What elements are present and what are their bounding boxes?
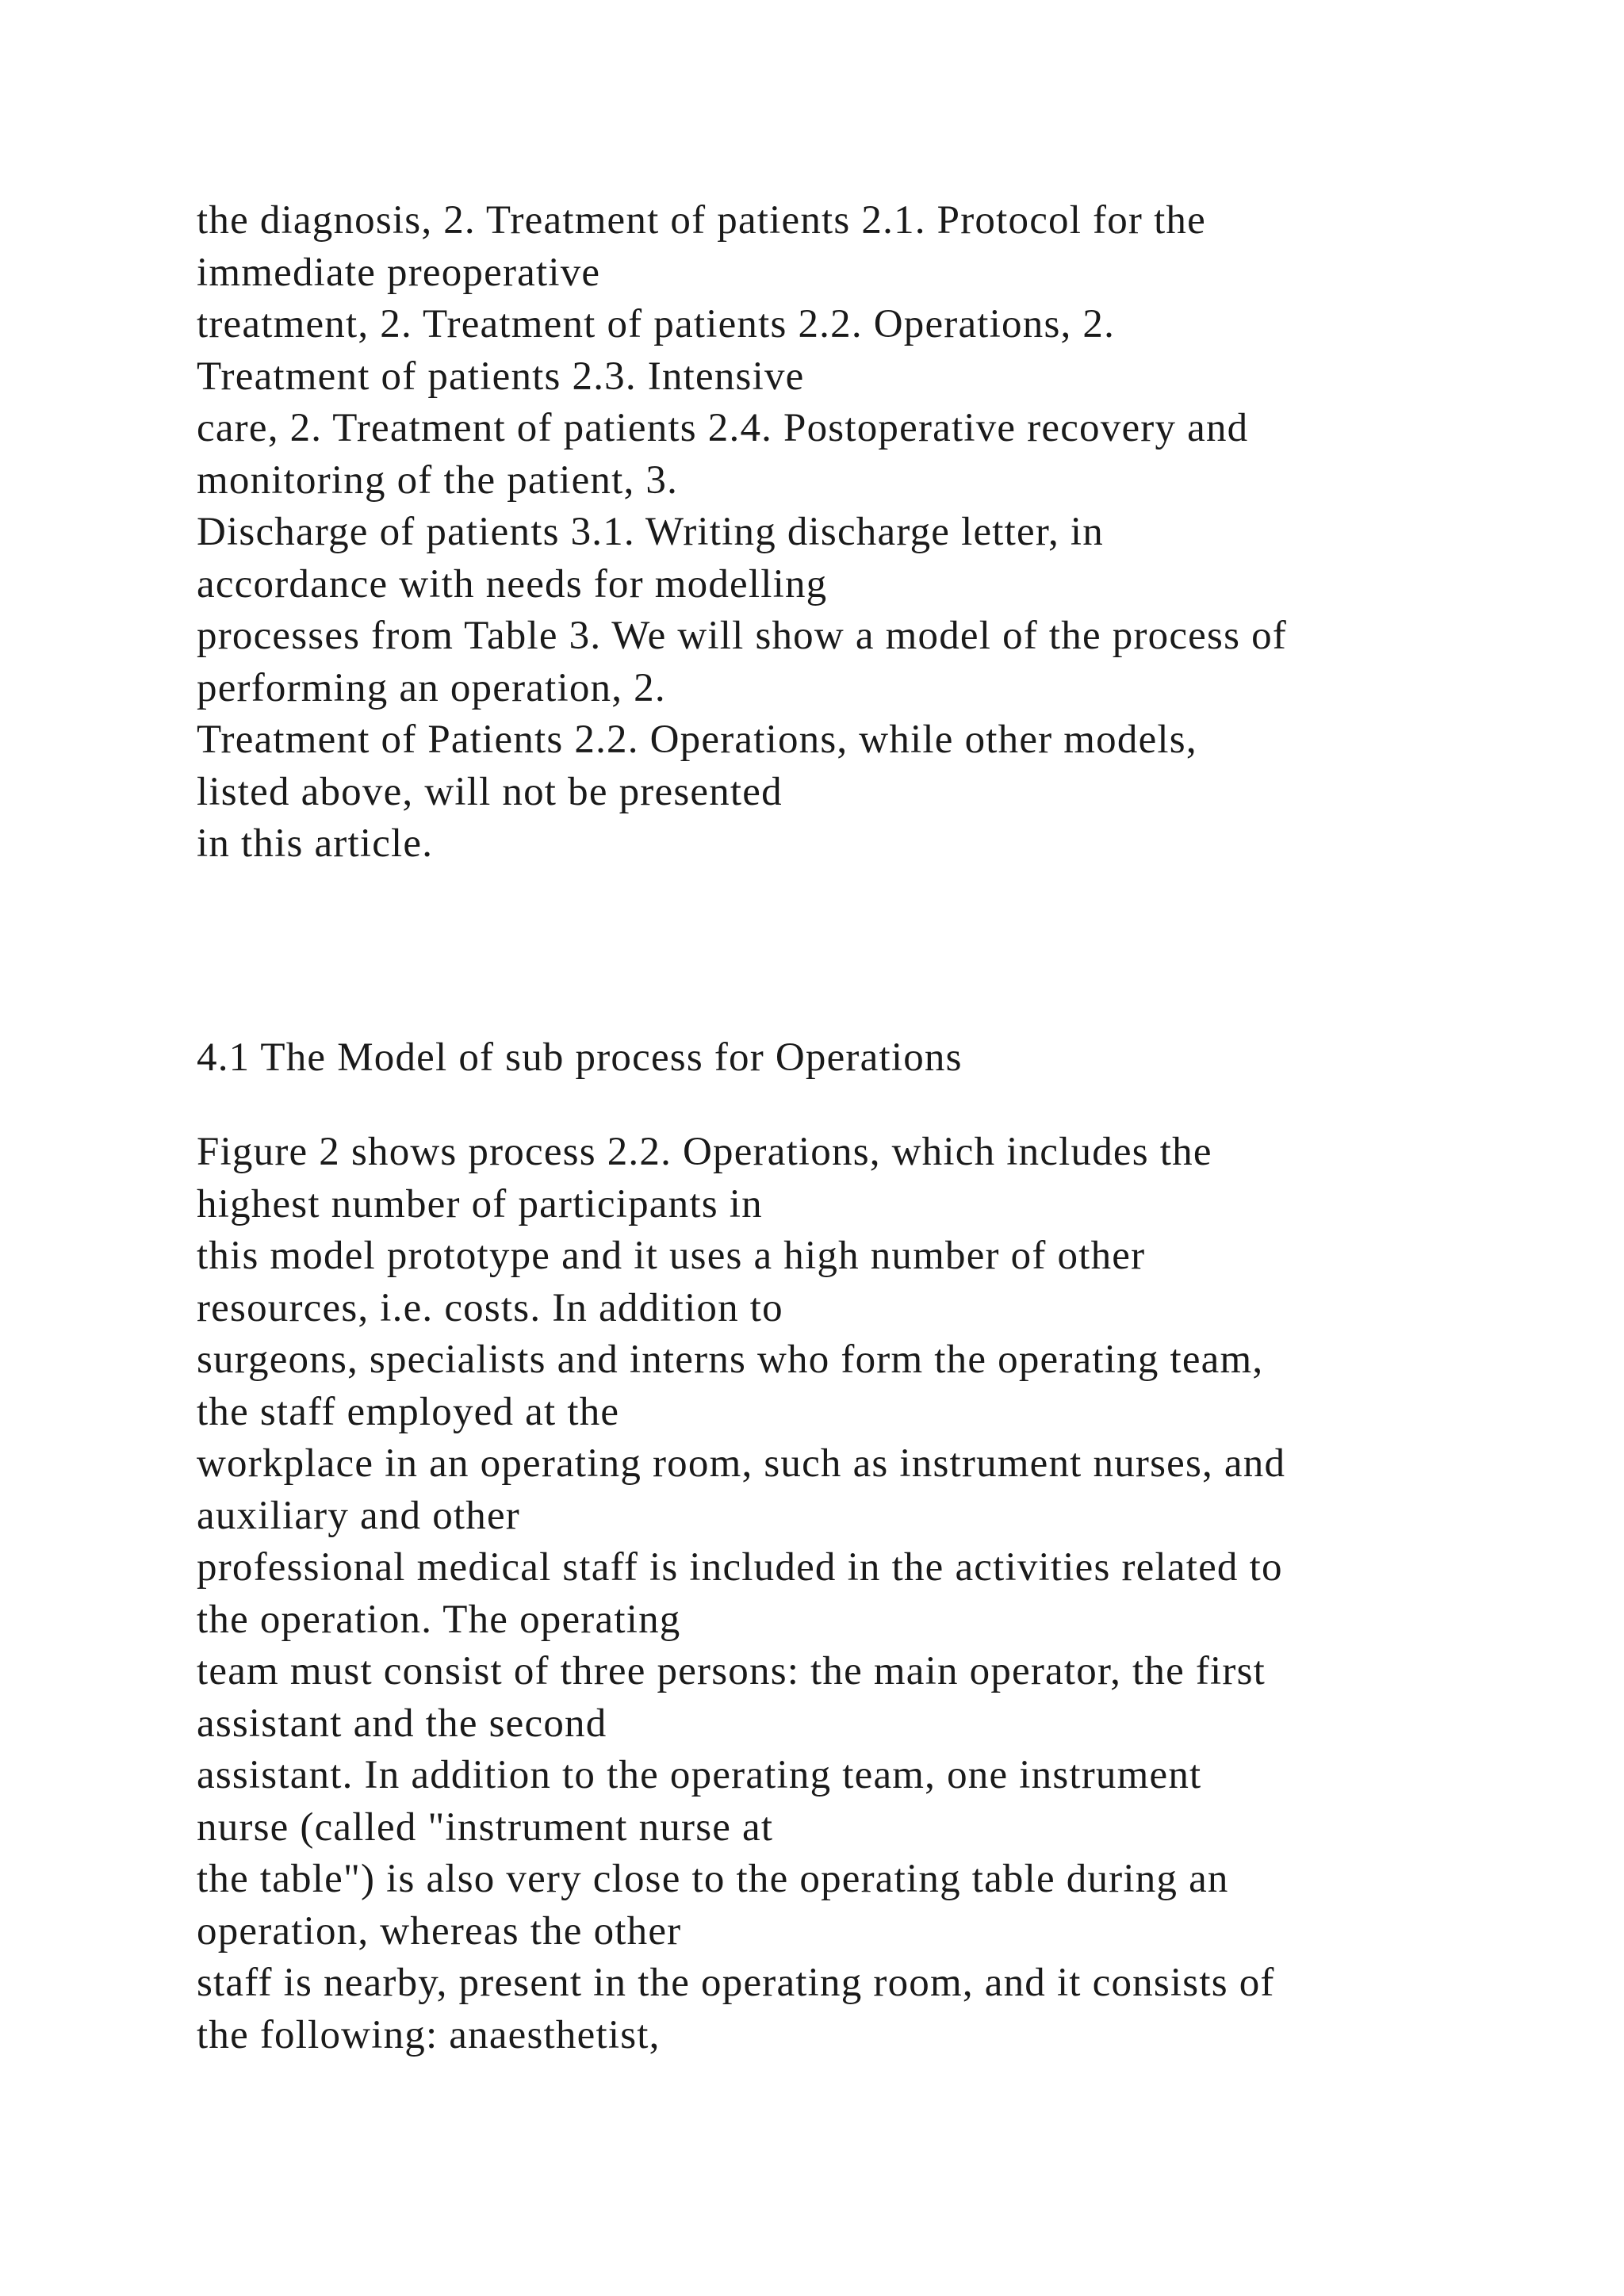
text-line: Discharge of patients 3.1. Writing discharge letter, in xyxy=(197,510,1104,554)
text-line: nurse (called "instrument nurse at xyxy=(197,1804,774,1850)
text-line: professional medical staff is included in the activities related to xyxy=(197,1545,1283,1590)
text-line: the table") is also very close to the operating table during an xyxy=(197,1857,1229,1901)
text-line: team must consist of three persons: the main operator, the first xyxy=(197,1649,1266,1693)
text-line: processes from Table 3. We will show a model of the process of xyxy=(197,614,1287,658)
text-line: listed above, will not be presented xyxy=(197,769,783,814)
text-line: the following: anaesthetist, xyxy=(197,2012,661,2057)
text-line: this model prototype and it uses a high number of other xyxy=(197,1234,1146,1278)
text-line: Treatment of patients 2.3. Intensive xyxy=(197,354,805,399)
section-heading xyxy=(197,1032,1592,1085)
text-line: operation, whereas the other xyxy=(197,1908,682,1954)
section-heading-text: 4.1 The Model of sub process for Operations xyxy=(197,1035,963,1080)
text-line: in this article. xyxy=(197,821,434,866)
text-line: immediate preoperative xyxy=(197,250,601,295)
text-line: assistant and the second xyxy=(197,1701,607,1746)
text-line: the operation. The operating xyxy=(197,1597,681,1642)
text-line: surgeons, specialists and interns who form the operating team, xyxy=(197,1337,1264,1382)
text-line: staff is nearby, present in the operating room, and it consists of xyxy=(197,1961,1275,2005)
paragraph-process-list xyxy=(197,195,1592,871)
text-line: Treatment of Patients 2.2. Operations, while other models, xyxy=(197,718,1197,762)
text-line: workplace in an operating room, such as instrument nurses, and xyxy=(197,1441,1286,1486)
text-line: highest number of participants in xyxy=(197,1181,763,1226)
text-line: accordance with needs for modelling xyxy=(197,561,828,607)
paragraph-operations-description xyxy=(197,1127,1592,2061)
text-line: Figure 2 shows process 2.2. Operations, which includes the xyxy=(197,1130,1212,1174)
text-line: treatment, 2. Treatment of patients 2.2. Operations, 2. xyxy=(197,302,1116,346)
text-line: care, 2. Treatment of patients 2.4. Postoperative recovery and xyxy=(197,406,1249,450)
text-line: the staff employed at the xyxy=(197,1389,620,1434)
text-line: auxiliary and other xyxy=(197,1493,520,1538)
text-line: assistant. In addition to the operating team, one instrument xyxy=(197,1753,1202,1797)
text-line: performing an operation, 2. xyxy=(197,665,666,710)
text-line: the diagnosis, 2. Treatment of patients 2.1. Protocol for the xyxy=(197,198,1206,243)
text-line: resources, i.e. costs. In addition to xyxy=(197,1285,783,1330)
text-line: monitoring of the patient, 3. xyxy=(197,457,679,503)
